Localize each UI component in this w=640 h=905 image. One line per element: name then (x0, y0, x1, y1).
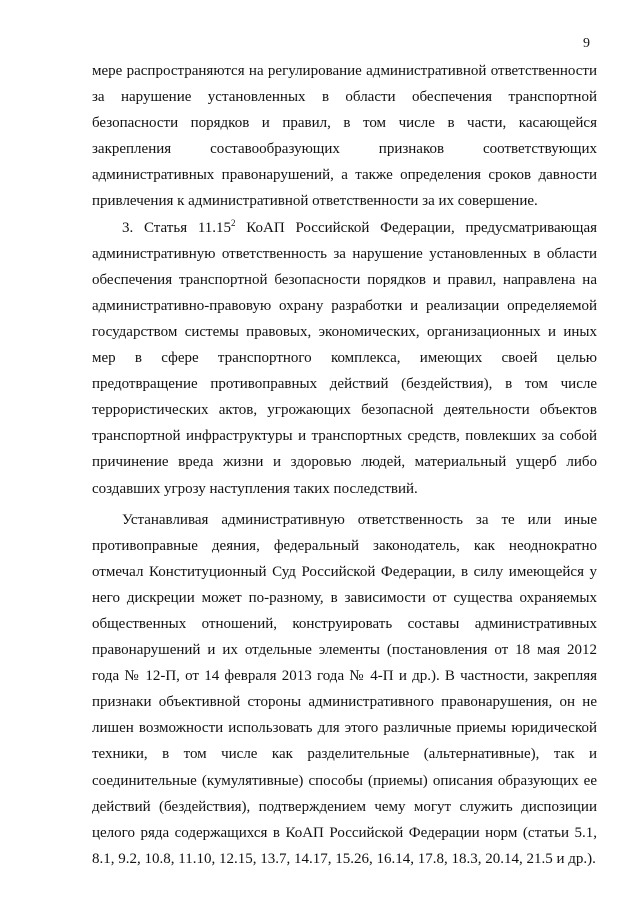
paragraph-article-3-lead: 3. Статья 11.15 (122, 219, 232, 236)
paragraph-article-3-body: КоАП Российской Федерации, предусматривающая административную ответственность за нарушение установленных в области обеспечения транспортной безопасности порядков и правил, направлена на административно-правовую охрану разработки и реализации определяемой государством системы правовых, экономических, организационных и иных мер в сфере транспортного комплекса, имеющих своей целью предотвращение противоправных действий (бездействия), в том числе террористических актов, угрожающих безопасной деятельности объектов транспортной инфраструктуры и транспортных средств, повлекших за собой причинение вреда жизни и здоровью людей, материальный ущерб либо создавших угрозу наступления таких последствий. (92, 219, 597, 497)
paragraph-article-3 (92, 215, 597, 502)
page-number: 9 (583, 36, 590, 51)
paragraph-legislator-discretion: Устанавливая административную ответственность за те или иные противоправные деяния, федеральный законодатель, как неоднократно отмечал Конституционный Суд Российской Федерации, в силу имеющейся у него дискреции может по-разному, в зависимости от существа охраняемых общественных отношений, конструировать составы административных правонарушений и их отдельные элементы (постановления от 18 мая 2012 года № 12-П, от 14 февраля 2013 года № 4-П и др.). В частности, закрепляя признаки объективной стороны административного правонарушения, он не лишен возможности использовать для этого различные приемы юридической техники, в том числе как разделительные (альтернативные), так и соединительные (кумулятивные) способы (приемы) описания образующих ее действий (бездействия), подтверждением чему могут служить диспозиции целого ряда содержащихся в КоАП Российской Федерации норм (статьи 5.1, 8.1, 9.2, 10.8, 11.10, 12.15, 13.7, 14.17, 15.26, 16.14, 17.8, 18.3, 20.14, 21.5 и др.). (92, 511, 597, 867)
article-superscript: 2 (231, 217, 236, 228)
document-body (92, 58, 597, 872)
paragraph-continuation: мере распространяются на регулирование административной ответственности за нарушение установленных в области обеспечения транспортной безопасности порядков и правил, в том числе в части, касающейся закрепления составообразующих признаков соответствующих административных правонарушений, а также определения сроков давности привлечения к административной ответственности за их совершение. (92, 63, 597, 210)
